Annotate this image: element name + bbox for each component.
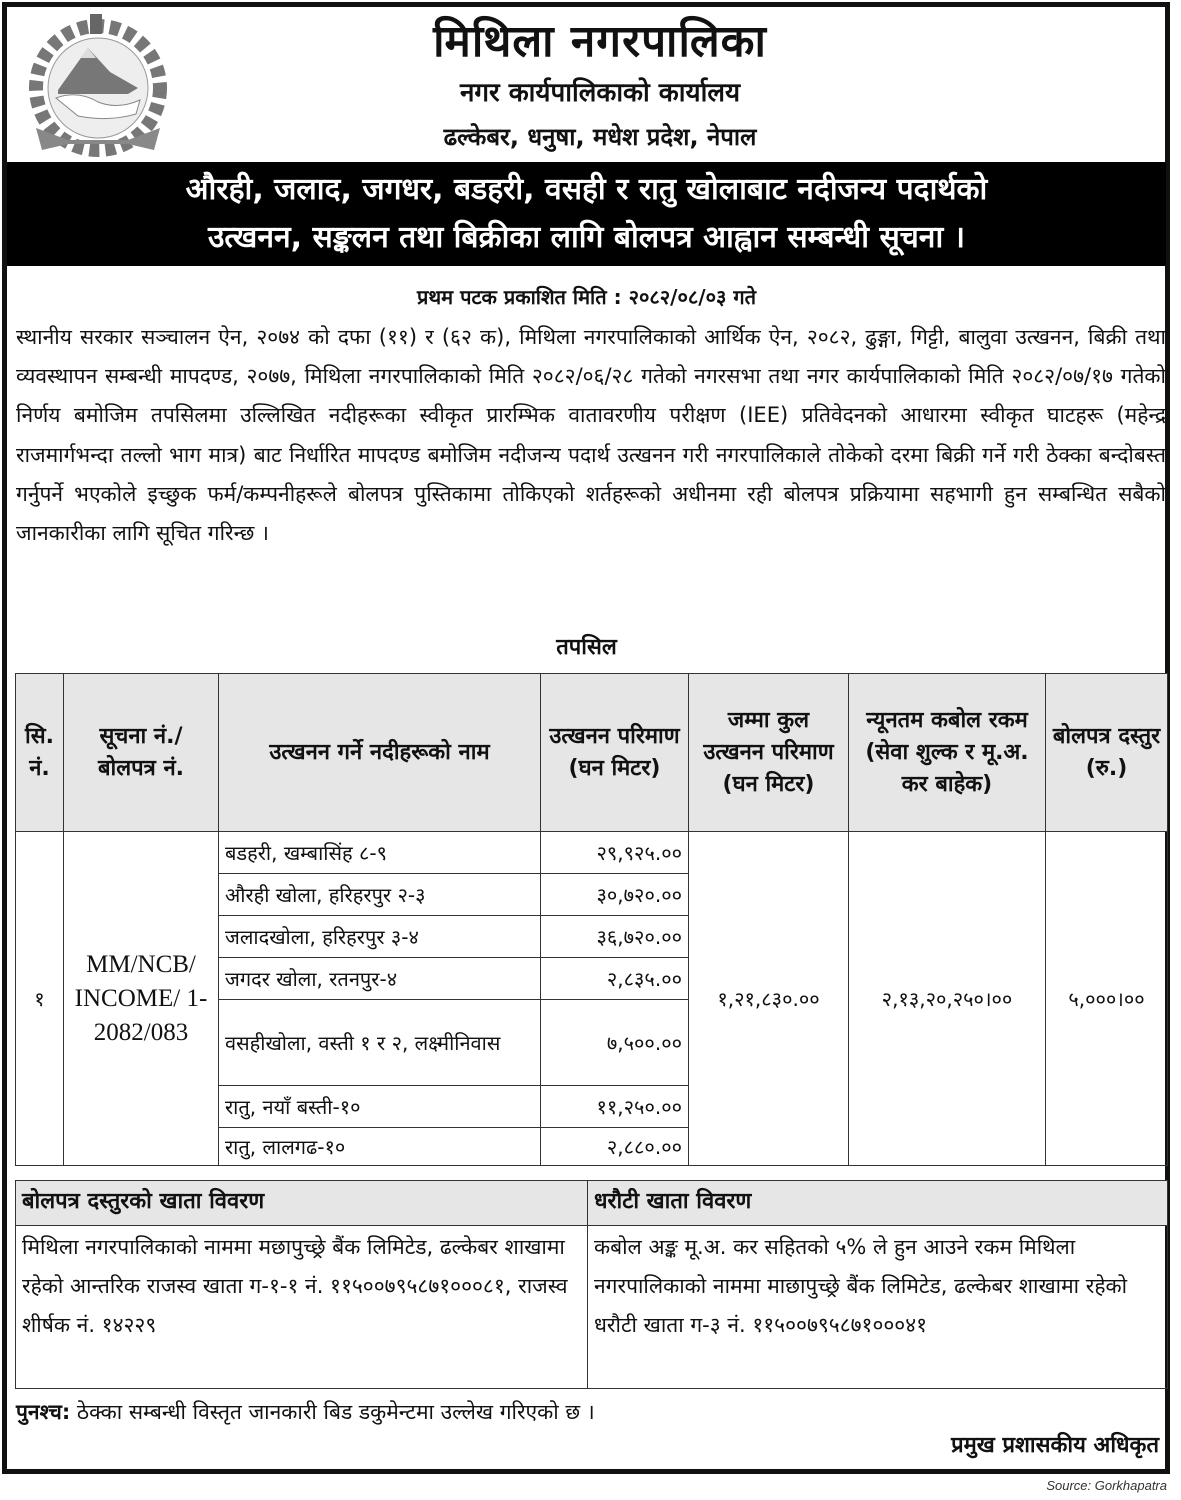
publication-date-label: प्रथम पटक प्रकाशित मिति : [417, 285, 622, 309]
river-name: जलादखोला, हरिहरपुर ३-४ [219, 916, 541, 958]
notice-body-paragraph: स्थानीय सरकार सञ्चालन ऐन, २०७४ को दफा (११) र (६२ क), मिथिला नगरपालिकाको आर्थिक ऐन, २०८२, ढुङ्गा, गिट्टी, बालुवा उत्खनन, बिक्री तथा व्यवस्थापन सम्बन्धी मापदण्ड, २०७७, मिथिला नगरपालिकाको मिति २०८२/०६/२८ गतेको नगरसभा तथा नगर कार्यपालिकाको मिति २०८२/०७/१७ गतेको निर्णय बमोजिम तपसिलमा उल्लिखित नदीहरूका स्वीकृत प्रारम्भिक वातावरणीय परीक्षण (IEE) प्रतिवेदनको आधारमा स्वीकृत घाटहरू (महेन्द्र राजमार्गभन्दा तल्लो भाग मात्र) बाट निर्धारित मापदण्ड बमोजिम नदीजन्य पदार्थ उत्खनन गरी नगरपालिकाले तोकेको दरमा बिक्री गर्ने गरी ठेक्का बन्दोबस्त गर्नुपर्ने भएकोले इच्छुक फर्म/कम्पनीहरूले बोलपत्र पुस्तिकामा तोकिएको शर्तहरूको अधीनमा रही बोलपत्र प्रक्रियामा सहभागी हुन सम्बन्धित सबैको जानकारीका लागि सूचित गरिन्छ । [16, 325, 1166, 546]
col-header-volume: उत्खनन परिमाण (घन मिटर) [541, 674, 689, 832]
row-fee: ५,०००।०० [1046, 832, 1168, 1166]
col-header-notice-no: सूचना नं./ बोलपत्र नं. [64, 674, 219, 832]
source-credit: Source: Gorkhapatra [1046, 1478, 1167, 1493]
river-volume: ११,२५०.०० [541, 1086, 689, 1128]
office-address: ढल्केबर, धनुषा, मधेश प्रदेश, नेपाल [443, 123, 757, 151]
table-row [16, 832, 1168, 874]
notice-heading-banner [7, 162, 1166, 266]
table-header-row [16, 674, 1168, 832]
publication-date [7, 282, 1166, 312]
postscript-note [16, 1396, 595, 1428]
nepal-emblem-icon [18, 10, 178, 160]
river-name: बडहरी, खम्बासिंह ८-९ [219, 832, 541, 874]
col-header-min-bid: न्यूनतम कबोल रकम (सेवा शुल्क र मू.अ. कर बाहेक) [849, 674, 1046, 832]
banner-line-1: औरही, जलाद, जगधर, बडहरी, वसही र रातु खोलाबाट नदीजन्य पदार्थको [185, 172, 988, 207]
fee-account-heading: बोलपत्र दस्तुरको खाता विवरण [16, 1181, 588, 1226]
municipality-title: मिथिला नगरपालिका [433, 16, 767, 67]
river-name: रातु, नयाँ बस्ती-१० [219, 1086, 541, 1128]
row-sn: १ [16, 832, 64, 1166]
account-details-table [15, 1180, 1168, 1389]
river-volume: ३६,७२०.०० [541, 916, 689, 958]
deposit-account-heading: धरौटी खाता विवरण [588, 1181, 1168, 1226]
col-header-river-name: उत्खनन गर्ने नदीहरूको नाम [219, 674, 541, 832]
col-header-sn: सि. नं. [16, 674, 64, 832]
postscript-label: पुनश्च: [16, 1400, 71, 1424]
col-header-total-volume: जम्मा कुल उत्खनन परिमाण (घन मिटर) [689, 674, 849, 832]
river-name: औरही खोला, हरिहरपुर २-३ [219, 874, 541, 916]
river-volume: २,८८०.०० [541, 1128, 689, 1166]
river-volume: ३०,७२०.०० [541, 874, 689, 916]
fee-account-details: मिथिला नगरपालिकाको नाममा मछापुच्छ्रे बैंक लिमिटेड, ढल्केबर शाखामा रहेको आन्तरिक राजस्व खाता ग-१-१ नं. ११५००७९५८७१०००८१, राजस्व शीर्षक नं. १४२२९ [16, 1226, 588, 1389]
row-min-bid: २,१३,२०,२५०।०० [849, 832, 1046, 1166]
row-total-volume: १,२१,८३०.०० [689, 832, 849, 1166]
schedule-table [15, 673, 1168, 1166]
office-subtitle: नगर कार्यपालिकाको कार्यालय [459, 78, 741, 108]
river-name: रातु, लालगढ-१० [219, 1128, 541, 1166]
river-name: वसहीखोला, वस्ती १ र २, लक्ष्मीनिवास [219, 1000, 541, 1086]
banner-line-2: उत्खनन, सङ्कलन तथा बिक्रीका लागि बोलपत्र आह्वान सम्बन्धी सूचना । [207, 220, 966, 255]
river-volume: २९,९२५.०० [541, 832, 689, 874]
river-name: जगदर खोला, रतनपुर-४ [219, 958, 541, 1000]
schedule-heading: तपसिल [556, 635, 617, 660]
river-volume: २,८३५.०० [541, 958, 689, 1000]
col-header-fee: बोलपत्र दस्तुर (रु.) [1046, 674, 1168, 832]
postscript-text: ठेक्का सम्बन्धी विस्तृत जानकारी बिड डकुमेन्टमा उल्लेख गरिएको छ । [70, 1400, 595, 1424]
row-notice-no: MM/NCB/ INCOME/ 1-2082/083 [64, 832, 219, 1166]
publication-date-value: २०८२/०८/०३ गते [628, 285, 756, 309]
signatory: प्रमुख प्रशासकीय अधिकृत [951, 1433, 1159, 1458]
river-volume: ७,५००.०० [541, 1000, 689, 1086]
deposit-account-details: कबोल अङ्क मू.अ. कर सहितको ५% ले हुन आउने रकम मिथिला नगरपालिकाको नाममा माछापुच्छ्रे बैंक लिमिटेड, ढल्केबर शाखामा रहेको धरौटी खाता ग-३ नं. ११५००७९५८७१०००४१ [588, 1226, 1168, 1389]
